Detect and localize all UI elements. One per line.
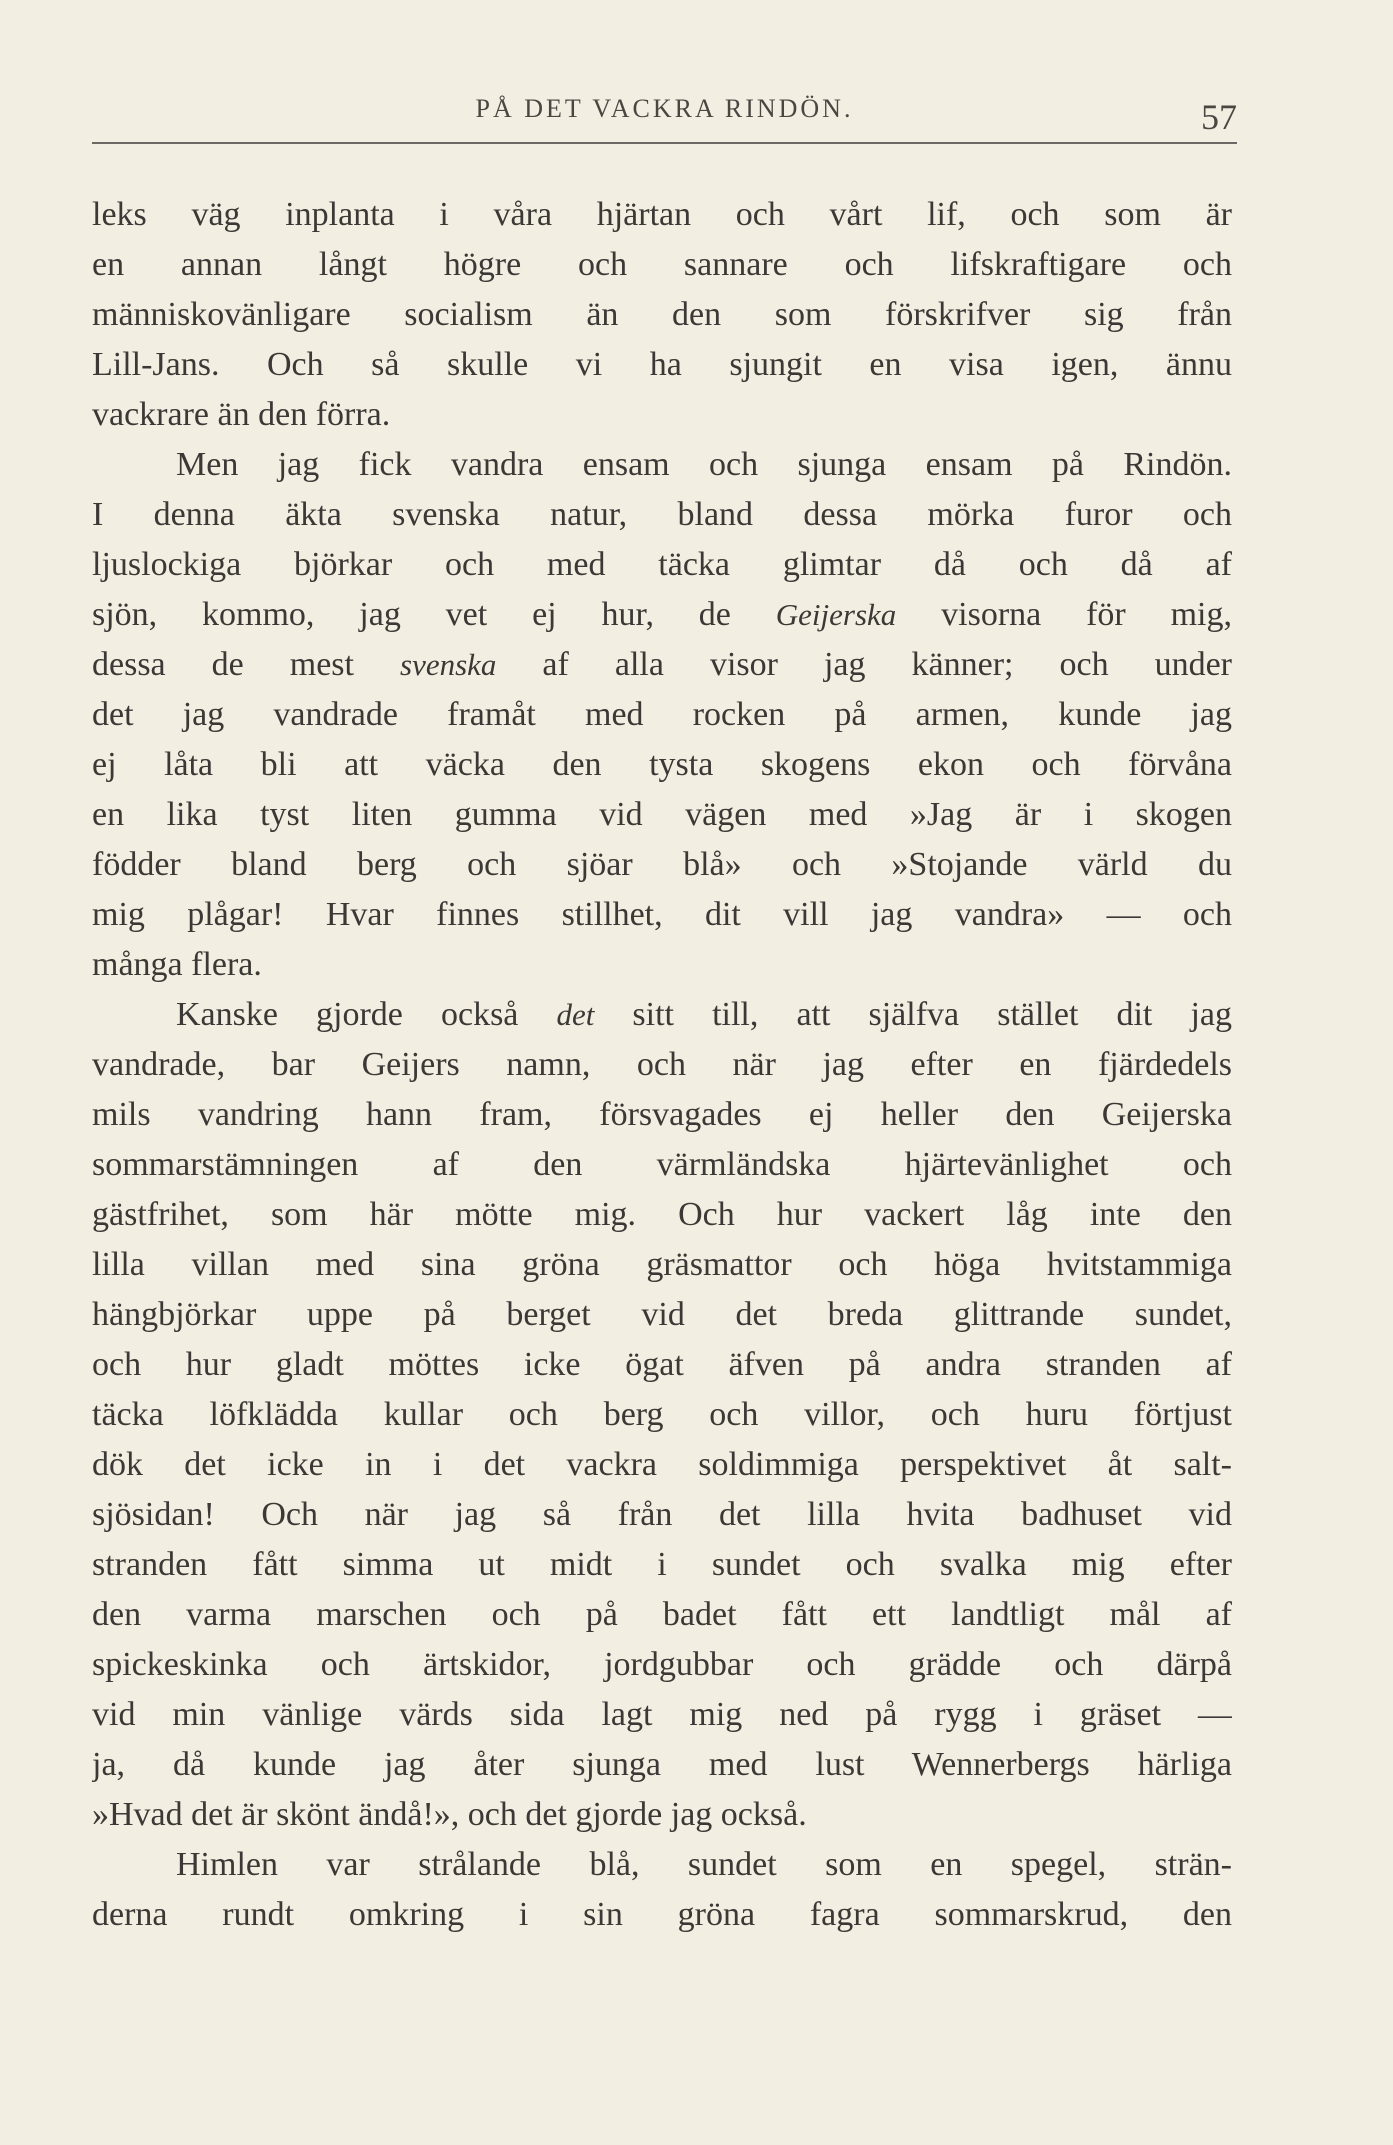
text-line: leks väg inplanta i våra hjärtan och vårt lif, och som är <box>92 196 1232 233</box>
text-line: födder bland berg och sjöar blå» och »Stojande värld du <box>92 846 1232 883</box>
text-line: lilla villan med sina gröna gräsmattor och höga hvitstammiga <box>92 1246 1232 1283</box>
text-line: täcka löfklädda kullar och berg och villor, och huru förtjust <box>92 1396 1232 1433</box>
text-line: Kanske gjorde också det sitt till, att själfva stället dit jag <box>176 996 1232 1033</box>
text-line: vackrare än den förra. <box>92 396 391 433</box>
text-line: den varma marschen och på badet fått ett landtligt mål af <box>92 1596 1232 1633</box>
text-line: dessa de mest svenska af alla visor jag känner; och under <box>92 646 1232 683</box>
text-line: stranden fått simma ut midt i sundet och svalka mig efter <box>92 1546 1232 1583</box>
text-line: många flera. <box>92 946 262 983</box>
page-header <box>92 86 1237 146</box>
text-line: ej låta bli att väcka den tysta skogens ekon och förvåna <box>92 746 1232 783</box>
text-line: och hur gladt möttes icke ögat äfven på andra stranden af <box>92 1346 1232 1383</box>
text-line: det jag vandrade framåt med rocken på armen, kunde jag <box>92 696 1232 733</box>
text-line: sjön, kommo, jag vet ej hur, de Geijerska visorna för mig, <box>92 596 1232 633</box>
text-line: vid min vänlige värds sida lagt mig ned på rygg i gräset — <box>92 1696 1232 1733</box>
text-line: en lika tyst liten gumma vid vägen med »Jag är i skogen <box>92 796 1232 833</box>
text-line: människovänligare socialism än den som förskrifver sig från <box>92 296 1232 333</box>
body-text <box>92 190 1232 1940</box>
text-line: I denna äkta svenska natur, bland dessa mörka furor och <box>92 496 1232 533</box>
text-line: Lill-Jans. Och så skulle vi ha sjungit en visa igen, ännu <box>92 346 1232 383</box>
text-line: ljuslockiga björkar och med täcka glimtar då och då af <box>92 546 1232 583</box>
text-line: ja, då kunde jag åter sjunga med lust Wennerbergs härliga <box>92 1746 1232 1783</box>
text-line: vandrade, bar Geijers namn, och när jag efter en fjärdedels <box>92 1046 1232 1083</box>
text-line: spickeskinka och ärtskidor, jordgubbar och grädde och därpå <box>92 1646 1232 1683</box>
text-line: »Hvad det är skönt ändå!», och det gjorde jag också. <box>92 1796 807 1833</box>
text-line: sjösidan! Och när jag så från det lilla hvita badhuset vid <box>92 1496 1232 1533</box>
text-line: sommarstämningen af den värmländska hjärtevänlighet och <box>92 1146 1232 1183</box>
header-rule <box>92 142 1237 144</box>
text-line: en annan långt högre och sannare och lifskraftigare och <box>92 246 1232 283</box>
text-line: mils vandring hann fram, försvagades ej heller den Geijerska <box>92 1096 1232 1133</box>
text-line: Men jag fick vandra ensam och sjunga ensam på Rindön. <box>176 446 1232 483</box>
running-title: PÅ DET VACKRA RINDÖN. <box>475 94 854 123</box>
text-line: derna rundt omkring i sin gröna fagra sommarskrud, den <box>92 1896 1232 1933</box>
text-line: Himlen var strålande blå, sundet som en spegel, strän- <box>176 1846 1232 1883</box>
text-line: mig plågar! Hvar finnes stillhet, dit vill jag vandra» — och <box>92 896 1232 933</box>
text-line: gästfrihet, som här mötte mig. Och hur vackert låg inte den <box>92 1196 1232 1233</box>
text-line: hängbjörkar uppe på berget vid det breda glittrande sundet, <box>92 1296 1232 1333</box>
text-line: dök det icke in i det vackra soldimmiga perspektivet åt salt- <box>92 1446 1232 1483</box>
page-number: 57 <box>1201 97 1237 137</box>
